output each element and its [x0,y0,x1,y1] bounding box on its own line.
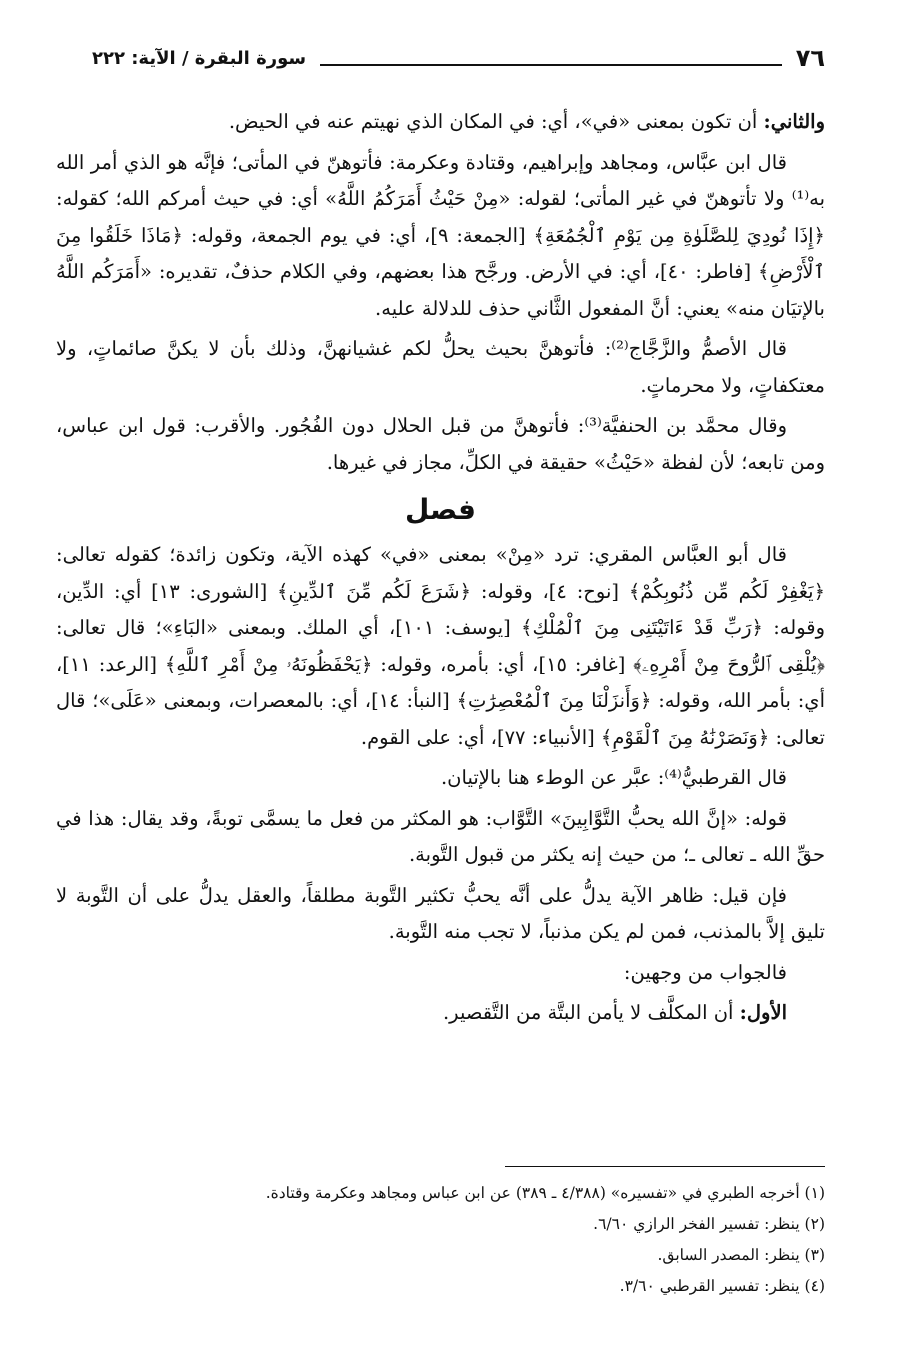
paragraph [56,995,825,1032]
paragraph-text: قال ابن عبَّاس، ومجاهد وإبراهيم، وقتادة وعكرمة: فأتوهنّ في المأتى؛ فإنَّه هو الذي أمر الله به⁽¹⁾ ولا تأتوهنّ في غير المأتى؛ لقوله: «مِنْ حَيْثُ أَمَرَكُمُ اللَّهُ» أي: في حيث أمركم الله؛ كقوله: ﴿إِذَا نُودِيَ لِلصَّلَوٰةِ مِن يَوْمِ ٱلْجُمُعَةِ﴾ [الجمعة: ٩]، أي: في يوم الجمعة، وقوله: ﴿مَاذَا خَلَقُوا مِنَ ٱلْأَرْضِ﴾ [فاطر: ٤٠]، أي: في الأرض. ورجَّح هذا بعضهم، وفي الكلام حذفٌ، تقديره: «أَمَرَكُم اللَّهُ بالإتيَان منه» يعني: أنَّ المفعول الثَّاني حذف للدلالة عليه. [56,150,825,320]
footnotes [92,1178,825,1302]
paragraph [56,331,825,404]
paragraph [56,537,825,756]
paragraph [56,145,825,328]
paragraph [56,801,825,874]
paragraph-text: فإن قيل: ظاهر الآية يدلُّ على أنَّه يحبُّ تكثير التَّوبة مطلقاً، والعقل يدلُّ على أن التَّوبة لا تليق إلاَّ بالمذنب، فمن لم يكن مذنباً، لا تجب منه التَّوبة. [56,883,825,943]
footnote: (٤) ينظر: تفسير القرطبي ٣/٦٠. [619,1277,825,1295]
footnote: (٢) ينظر: تفسير الفخر الرازي ٦/٦٠. [593,1215,825,1233]
footnote: (١) أخرجه الطبري في «تفسيره» (٤/٣٨٨ ـ ٣٨٩) عن ابن عباس ومجاهد وعكرمة وقتادة. [265,1184,825,1202]
footnote-rule [505,1166,825,1167]
paragraph [56,955,825,992]
paragraph-text: فالجواب من وجهين: [623,960,787,984]
paragraph-text: أن تكون بمعنى «في»، أي: في المكان الذي نهيتم عنه في الحيض. [228,110,764,133]
footnote: (٣) ينظر: المصدر السابق. [657,1246,825,1264]
surah-label: سورة البقرة / الآية: ٢٢٢ [92,48,307,69]
paragraph-text: قال أبو العبَّاس المقري: ترد «مِنْ» بمعنى «في» كهذه الآية، وتكون زائدة؛ كقوله تعالى: ﴿يَغْفِرْ لَكُم مِّن ذُنُوبِكُمْ﴾ [نوح: ٤]، وقوله: ﴿شَرَعَ لَكُم مِّنَ ٱلدِّينِ﴾ [الشورى: ١٣] أي: الدِّين، وقوله: ﴿رَبِّ قَدْ ءَاتَيْتَنِى مِنَ ٱلْمُلْكِ﴾ [يوسف: ١٠١]، أي الملك. وبمعنى «البَاءِ»؛ قال تعالى: ﴿يُلْقِى ٱلرُّوحَ مِنْ أَمْرِهِۦ﴾ [غافر: ١٥]، أي: بأمره، وقوله: ﴿يَحْفَظُونَهُۥ مِنْ أَمْرِ ٱللَّهِ﴾ [الرعد: ١١]، أي: بأمر الله، وقوله: ﴿وَأَنزَلْنَا مِنَ ٱلْمُعْصِرَٰتِ﴾ [النبأ: ١٤]، أي: بالمعصرات، وبمعنى «عَلَى»؛ قال تعالى: ﴿وَنَصَرْنَٰهُ مِنَ ٱلْقَوْمِ﴾ [الأنبياء: ٧٧]، أي: على القوم. [56,543,826,749]
section-title: فصل [405,493,476,526]
paragraph-text: أن المكلَّف لا يأمن البتَّة من التَّقصير. [442,1001,740,1024]
header-rule [320,64,782,66]
paragraph [56,104,825,141]
paragraph-lead: الأول: [739,1001,787,1024]
paragraph [56,878,825,951]
paragraph-text: قال الأصمُّ والزَّجَّاج⁽²⁾: فأتوهنَّ بحيث يحلُّ لكم غشيانهنَّ، وذلك بأن لا يكنَّ صائماتٍ، ولا معتكفاتٍ، ولا محرماتٍ. [56,337,825,397]
main-text [56,104,825,1036]
running-header [92,30,825,70]
paragraph-text: وقال محمَّد بن الحنفيَّة⁽³⁾: فأتوهنَّ من قبل الحلال دون الفُجُور. والأقرب: قول ابن عباس، ومن تابعه؛ لأن لفظة «حَيْثُ» حقيقة في الكلِّ، مجاز في غيرها. [56,414,825,474]
paragraph-text: قوله: «إنَّ الله يحبُّ التَّوَّابِينَ» التَّوَّاب: هو المكثر من فعل ما يسمَّى توبةً، وقد يقال: هذا في حقِّ الله ـ تعالى ـ؛ من حيث إنه يكثر من قبول التَّوبة. [56,806,825,866]
page-number: ٧٦ [795,44,825,72]
paragraph [56,408,825,481]
paragraph [56,760,825,797]
paragraph-lead: والثاني: [763,110,825,133]
paragraph-text: قال القرطبيُّ⁽⁴⁾: عبَّر عن الوطء هنا بالإتيان. [440,766,787,789]
